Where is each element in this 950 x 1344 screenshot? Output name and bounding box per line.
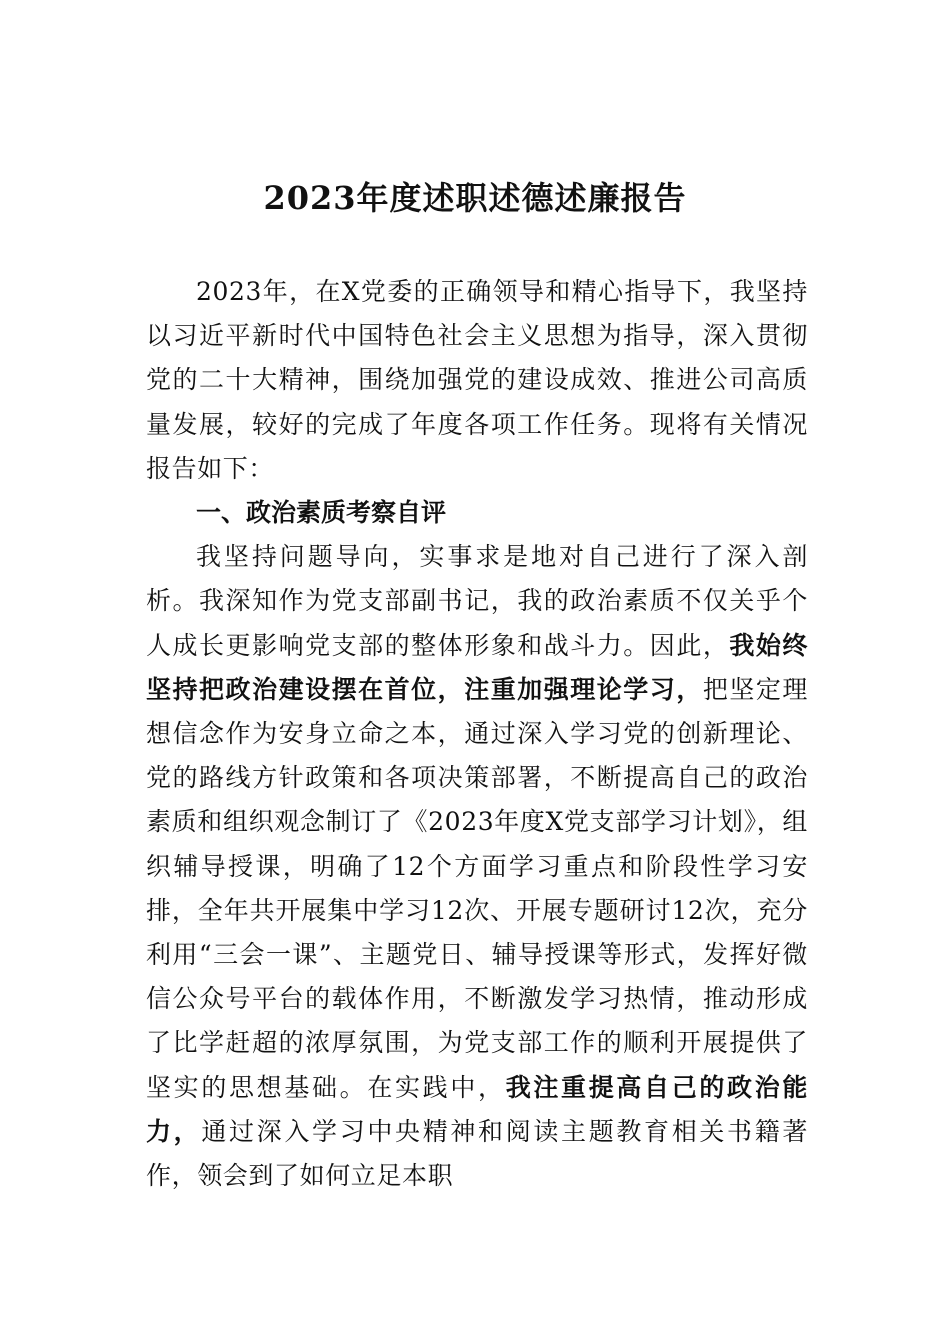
emphasis-text: 我始终坚持把政治建设摆在首位，注重加强理论学习，	[146, 630, 808, 704]
paragraph-text: 通过深入学习中央精神和阅读主题教育相关书籍著作，领会到了如何立足本职	[146, 1116, 809, 1191]
emphasis-text: 我注重提高自己的政治能力，	[146, 1072, 808, 1146]
document-body	[146, 270, 808, 1198]
intro-paragraph: 2023年，在X党委的正确领导和精心指导下，我坚持以习近平新时代中国特色社会主义思想为指导，深入贯彻党的二十大精神，围绕加强党的建设成效、推进公司高质量发展，较好的完成了年度各项工作任务。现将有关情况报告如下：	[146, 277, 808, 483]
section-paragraph	[146, 535, 808, 1198]
document-title: 2023年度述职述德述廉报告	[263, 179, 687, 217]
paragraph-text: 我坚持问题导向，实事求是地对自己进行了深入剖析。我深知作为党支部副书记，我的政治素质不仅关乎个人成长更影响党支部的整体形象和战斗力。因此，	[146, 542, 808, 660]
paragraph-text: 把坚定理想信念作为安身立命之本，通过深入学习党的创新理论、党的路线方针政策和各项决策部署，不断提高自己的政治素质和组织观念制订了《2023年度X党支部学习计划》，组织辅导授课，明确了12个方面学习重点和阶段性学习安排，全年共开展集中学习12次、开展专题研讨12次，充分利用“三会一课”、主题党日、辅导授课等形式，发挥好微信公众号平台的载体作用，不断激发学习热情，推动形成了比学赶超的浓厚氛围，为党支部工作的顺利开展提供了坚实的思想基础。在实践中，	[146, 674, 808, 1102]
section-heading: 一、政治素质考察自评	[196, 498, 447, 528]
